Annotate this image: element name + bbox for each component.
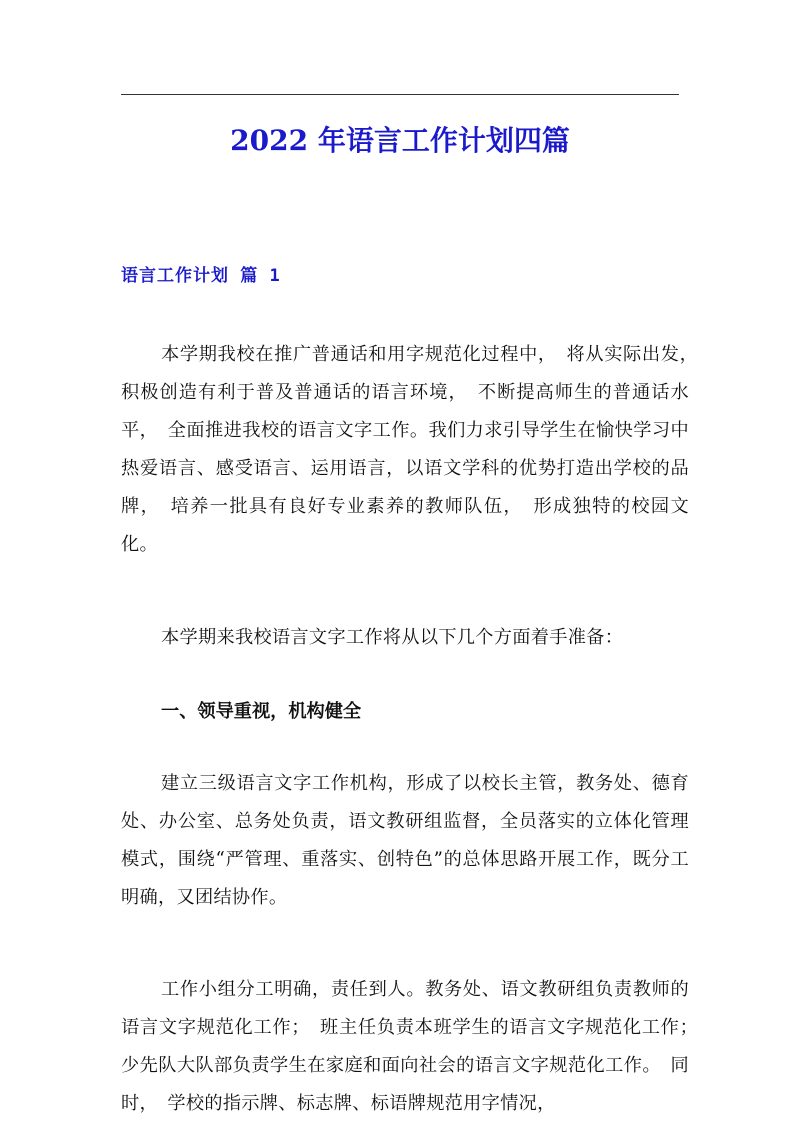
subheading-leadership: 一、领导重视，机构健全: [161, 701, 362, 722]
section-heading: 语言工作计划 篇 1: [121, 266, 281, 286]
paragraph-preparation: 本学期来我校语言文字工作将从以下几个方面着手准备：: [161, 627, 624, 648]
paragraph-responsibilities: 工作小组分工明确，责任到人。教务处、语文教研组负责教师的语言文字规范化工作； 班主任负责本班学生的语言文字规范化工作； 少先队大队部负责学生在家庭和面向社会的语言文字规范化工作。 同时， 学校的指示牌、标志牌、标语牌规范用字情况，: [121, 979, 708, 1114]
header-rule: [121, 94, 679, 95]
paragraph-organization: 建立三级语言文字工作机构，形成了以校长主管，教务处、德育处、办公室、总务处负责，语文教研组监督，全员落实的立体化管理模式，围绕“严管理、重落实、创特色”的总体思路开展工作，既分工明确，又团结协作。: [121, 773, 689, 908]
paragraph-intro: 本学期我校在推广普通话和用字规范化过程中， 将从实际出发， 积极创造有利于普及普通话的语言环境， 不断提高师生的普通话水平， 全面推进我校的语言文字工作。我们力求引导学生在愉快学习中热爱语言、感受语言、运用语言，以语文学科的优势打造出学校的品牌， 培养一批具有良好专业素养的教师队伍， 形成独特的校园文化。: [121, 344, 708, 555]
document-title: 2022 年语言工作计划四篇: [230, 124, 570, 157]
